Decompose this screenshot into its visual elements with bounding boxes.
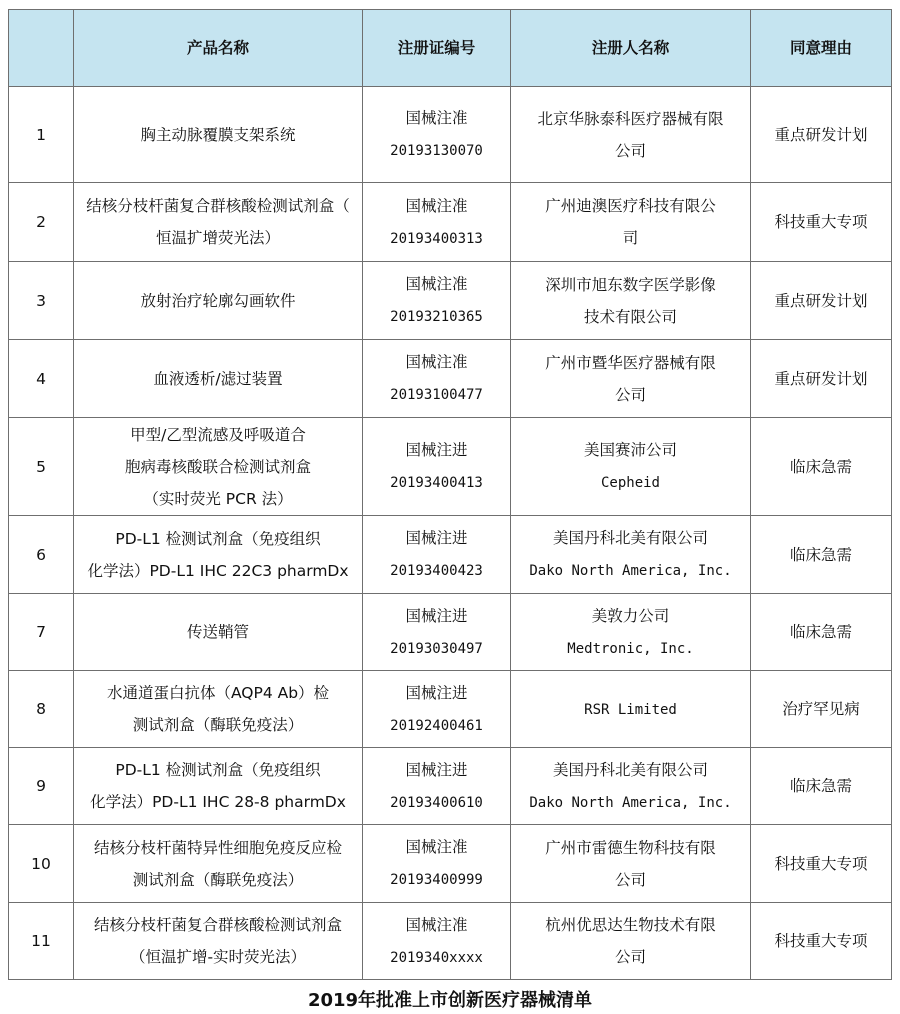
table-row (9, 87, 892, 183)
registration-number (363, 825, 511, 903)
product-name: PD-L1 检测试剂盒（免疫组织 化学法）PD-L1 IHC 28-8 pharmDx (74, 748, 363, 825)
registrant-name: 美国丹科北美有限公司 Dako North America, Inc. (511, 748, 751, 825)
registrant-name: 广州市雷德生物科技有限 公司 (511, 825, 751, 903)
registrant-name-en: Dako North America, Inc. (529, 563, 732, 579)
registration-prefix: 国械注进 (405, 606, 468, 625)
approval-reason: 临床急需 (751, 748, 892, 825)
registration-code: 20193210365 (390, 309, 483, 325)
registration-code: 20193400999 (390, 872, 483, 888)
registration-prefix: 国械注进 (405, 441, 468, 459)
approval-reason: 重点研发计划 (751, 87, 892, 183)
registrant-name: 广州市暨华医疗器械有限 公司 (511, 340, 751, 418)
table-row (9, 671, 892, 748)
approval-reason: 临床急需 (751, 594, 892, 671)
registration-number (363, 183, 511, 262)
table-body (9, 87, 892, 980)
registrant-name-en: Cepheid (600, 475, 660, 491)
table-row (9, 340, 892, 418)
registration-code: 20193400413 (390, 475, 483, 491)
registration-code: 20193400610 (390, 794, 483, 811)
device-table (8, 9, 892, 980)
registrant-name: 美国丹科北美有限公司 Dako North America, Inc. (511, 516, 751, 594)
registration-code: 20193130070 (390, 143, 483, 159)
table-row (9, 262, 892, 340)
registrant-name: 美敦力公司 Medtronic, Inc. (511, 594, 751, 671)
header-row (9, 10, 892, 87)
registration-prefix: 国械注准 (405, 196, 468, 215)
table-row (9, 183, 892, 262)
registrant-name-en: RSR Limited (584, 701, 677, 718)
row-number: 8 (9, 671, 74, 748)
approval-reason: 重点研发计划 (751, 262, 892, 340)
approval-reason: 科技重大专项 (751, 825, 892, 903)
registration-number (363, 87, 511, 183)
registration-number (363, 671, 511, 748)
table-row (9, 903, 892, 980)
row-number: 4 (9, 340, 74, 418)
registrant-name: 美国赛沛公司 Cepheid (511, 418, 751, 516)
table-row (9, 748, 892, 825)
product-name: 胸主动脉覆膜支架系统 (74, 87, 363, 183)
registration-prefix: 国械注进 (405, 760, 468, 779)
approval-reason: 临床急需 (751, 516, 892, 594)
approval-reason: 临床急需 (751, 418, 892, 516)
row-number: 6 (9, 516, 74, 594)
registrant-name-en: Medtronic, Inc. (567, 640, 694, 657)
registrant-name: 北京华脉泰科医疗器械有限 公司 (511, 87, 751, 183)
row-number: 1 (9, 87, 74, 183)
registration-number (363, 340, 511, 418)
row-number: 9 (9, 748, 74, 825)
registration-prefix: 国械注进 (405, 529, 468, 547)
registration-code: 20193400423 (390, 563, 483, 579)
registration-number (363, 903, 511, 980)
row-number: 10 (9, 825, 74, 903)
registration-prefix: 国械注进 (405, 683, 468, 702)
product-name: 结核分枝杆菌特异性细胞免疫反应检 测试剂盒（酶联免疫法） (74, 825, 363, 903)
header-reason: 同意理由 (751, 10, 892, 87)
product-name: PD-L1 检测试剂盒（免疫组织 化学法）PD-L1 IHC 22C3 pharmDx (74, 516, 363, 594)
header-product: 产品名称 (74, 10, 363, 87)
table-caption: 2019年批准上市创新医疗器械清单 (307, 990, 593, 1011)
table-row (9, 825, 892, 903)
table-row (9, 516, 892, 594)
registration-code: 20193030497 (390, 640, 483, 657)
registration-code: 2019340xxxx (390, 949, 483, 966)
row-number: 2 (9, 183, 74, 262)
registrant-name: 广州迪澳医疗科技有限公 司 (511, 183, 751, 262)
registration-prefix: 国械注准 (405, 915, 468, 934)
registrant-name: 深圳市旭东数字医学影像 技术有限公司 (511, 262, 751, 340)
registrant-name-en: Dako North America, Inc. (529, 794, 732, 811)
approval-reason: 重点研发计划 (751, 340, 892, 418)
registration-number (363, 748, 511, 825)
product-name: 血液透析/滤过装置 (74, 340, 363, 418)
row-number: 7 (9, 594, 74, 671)
registrant-name (511, 671, 751, 748)
approval-reason: 治疗罕见病 (751, 671, 892, 748)
registration-number (363, 418, 511, 516)
registration-number (363, 594, 511, 671)
product-name: 传送鞘管 (74, 594, 363, 671)
registration-prefix: 国械注准 (405, 353, 468, 371)
registration-code: 20192400461 (390, 717, 483, 734)
row-number: 5 (9, 418, 74, 516)
product-name: 水通道蛋白抗体（AQP4 Ab）检 测试剂盒（酶联免疫法） (74, 671, 363, 748)
registration-code: 20193100477 (390, 387, 483, 403)
approval-reason: 科技重大专项 (751, 903, 892, 980)
approval-reason: 科技重大专项 (751, 183, 892, 262)
registration-number (363, 516, 511, 594)
product-name: 结核分枝杆菌复合群核酸检测试剂盒（ 恒温扩增荧光法） (74, 183, 363, 262)
registration-prefix: 国械注准 (405, 275, 468, 293)
table-row (9, 594, 892, 671)
document-body (8, 9, 892, 980)
registration-code: 20193400313 (390, 230, 483, 247)
registration-prefix: 国械注准 (405, 838, 468, 856)
row-number: 3 (9, 262, 74, 340)
header-index (9, 10, 74, 87)
row-number: 11 (9, 903, 74, 980)
header-registrant: 注册人名称 (511, 10, 751, 87)
product-name: 结核分枝杆菌复合群核酸检测试剂盒 （恒温扩增-实时荧光法） (74, 903, 363, 980)
table-row (9, 418, 892, 516)
product-name: 甲型/乙型流感及呼吸道合 胞病毒核酸联合检测试剂盒 （实时荧光 PCR 法） (74, 418, 363, 516)
registration-number (363, 262, 511, 340)
product-name: 放射治疗轮廓勾画软件 (74, 262, 363, 340)
header-reg-no: 注册证编号 (363, 10, 511, 87)
registrant-name: 杭州优思达生物技术有限 公司 (511, 903, 751, 980)
registration-prefix: 国械注准 (405, 109, 468, 127)
